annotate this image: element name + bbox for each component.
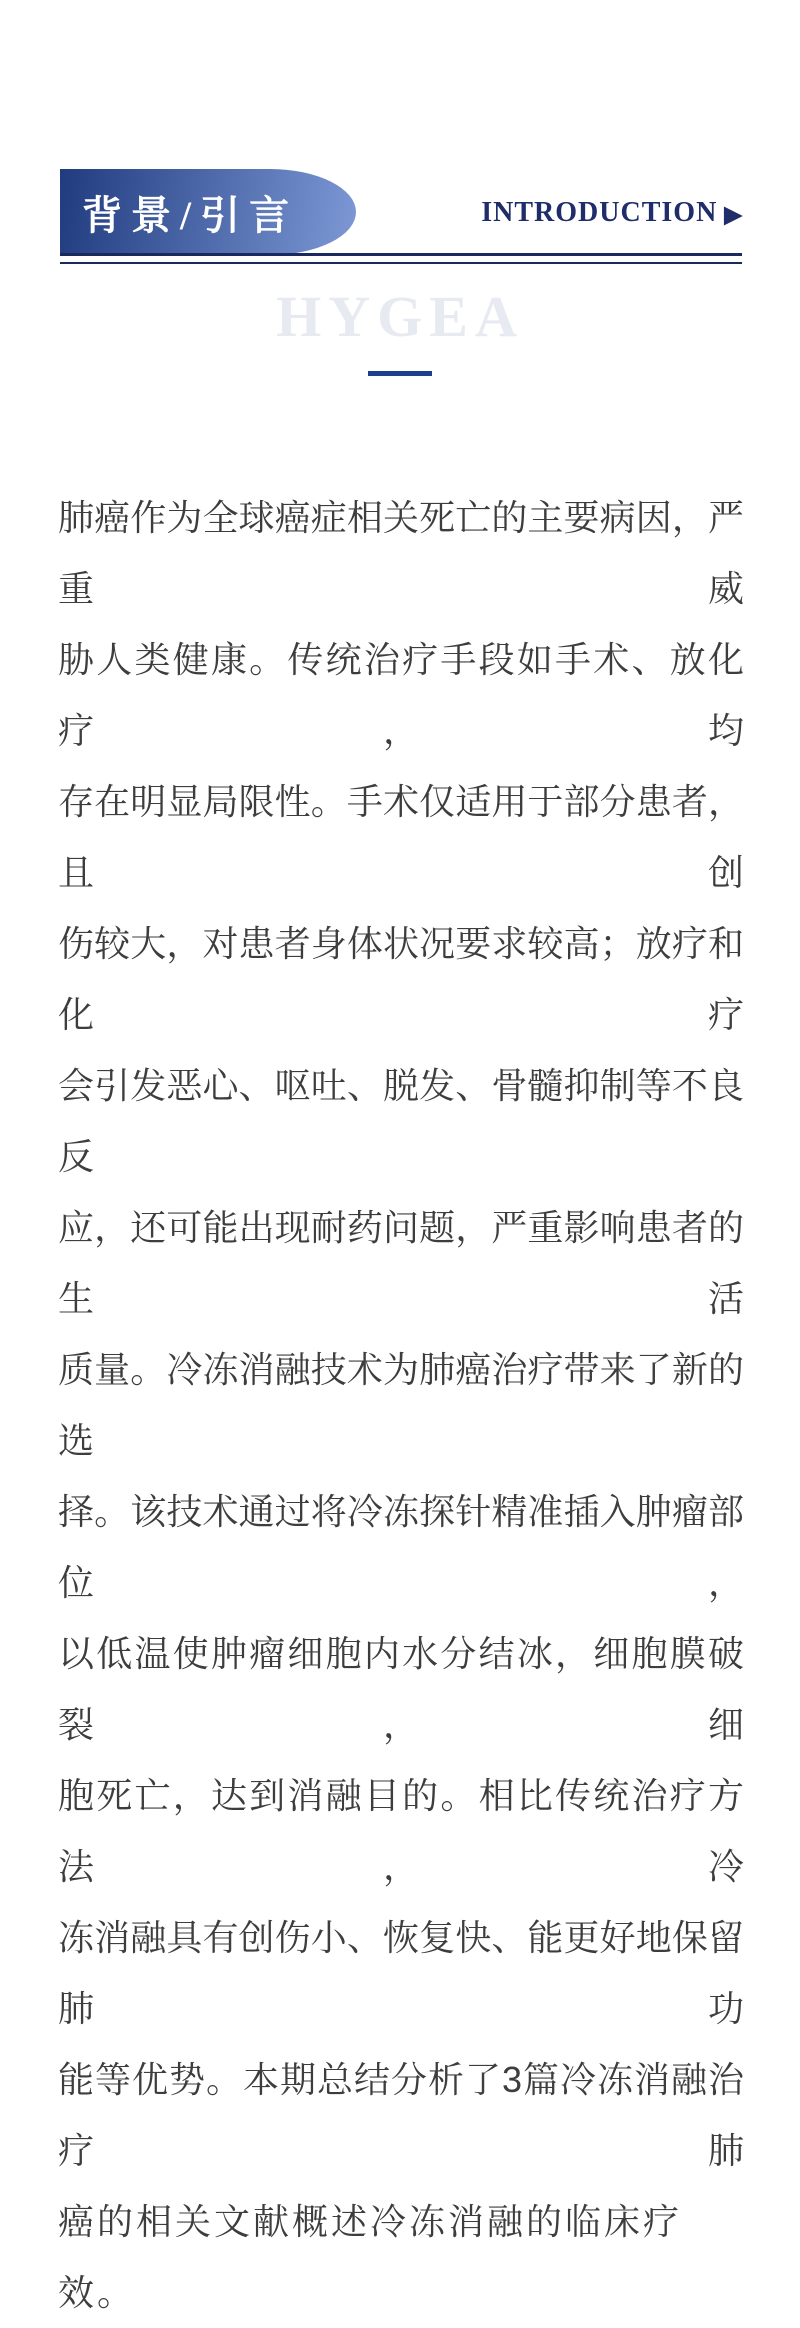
- header-rule-bottom: [60, 262, 742, 264]
- arrow-right-icon: ▶: [724, 201, 742, 227]
- paragraph-line: 会引发恶心、呕吐、脱发、骨髓抑制等不良反: [58, 1065, 744, 1177]
- paragraph-line: 能等优势。本期总结分析了3篇冷冻消融治疗肺: [58, 2059, 744, 2171]
- section-label-en: [481, 199, 742, 227]
- section-badge: [60, 169, 356, 255]
- paragraph-line: 以低温使肿瘤细胞内水分结冰，细胞膜破裂，细: [58, 1633, 744, 1745]
- brand-watermark: HYGEA: [276, 284, 524, 349]
- section-badge-label: 背景/引言: [82, 192, 299, 238]
- paragraph-line: 肺癌作为全球癌症相关死亡的主要病因，严重威: [58, 497, 744, 609]
- paragraph-line: 癌的相关文献概述冷冻消融的临床疗效。: [58, 2201, 683, 2313]
- paragraph-line: 冻消融具有创伤小、恢复快、能更好地保留肺功: [58, 1917, 744, 2029]
- intro-paragraph: [58, 482, 744, 2328]
- paragraph-line: 胞死亡，达到消融目的。相比传统治疗方法，冷: [58, 1775, 744, 1887]
- watermark-underline: [368, 371, 432, 376]
- introduction-label: INTRODUCTION: [481, 197, 718, 228]
- paragraph-line: 择。该技术通过将冷冻探针精准插入肿瘤部位，: [58, 1491, 744, 1603]
- header-rule-top: [60, 253, 742, 256]
- paragraph-line: 伤较大，对患者身体状况要求较高；放疗和化疗: [58, 923, 744, 1035]
- paragraph-line: 质量。冷冻消融技术为肺癌治疗带来了新的选: [58, 1349, 744, 1461]
- paragraph-line: 胁人类健康。传统治疗手段如手术、放化疗，均: [58, 639, 744, 751]
- paragraph-line: 存在明显局限性。手术仅适用于部分患者，且创: [58, 781, 744, 893]
- brand-watermark-block: [0, 284, 800, 376]
- paragraph-line: 应，还可能出现耐药问题，严重影响患者的生活: [58, 1207, 744, 1319]
